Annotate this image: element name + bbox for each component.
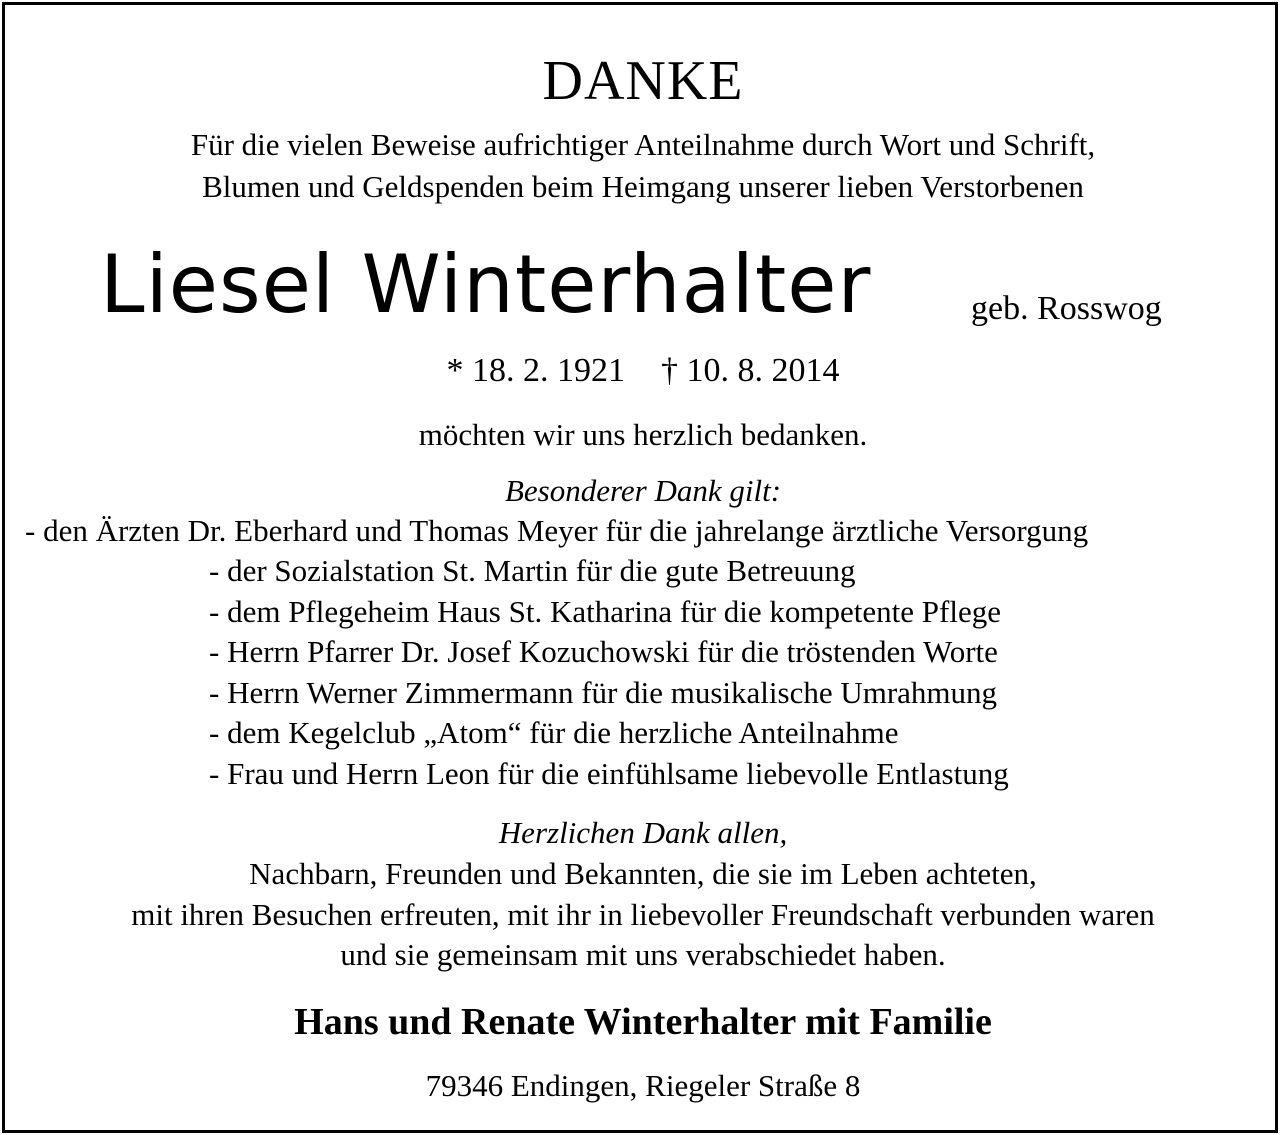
closing-line: mit ihren Besuchen erfreuten, mit ihr in liebevoller Freundschaft verbunden waren	[131, 897, 1155, 932]
life-dates	[5, 354, 1280, 388]
special-thanks-item: - Frau und Herrn Leon für die einfühlsame liebevolle Entlastung	[209, 755, 1009, 791]
family-address: 79346 Endingen, Riegeler Straße 8	[425, 1068, 861, 1103]
notice-frame	[2, 2, 1278, 1133]
intro-line: Für die vielen Beweise aufrichtiger Anteilnahme durch Wort und Schrift,	[190, 127, 1096, 162]
closing-line: und sie gemeinsam mit uns verabschiedet haben.	[340, 937, 946, 972]
notice-title: DANKE	[542, 50, 744, 112]
family-signature: Hans und Renate Winterhalter mit Familie	[294, 1001, 992, 1043]
special-thanks-item: - dem Kegelclub „Atom“ für die herzliche Anteilnahme	[209, 715, 899, 750]
special-thanks-heading: Besonderer Dank gilt:	[504, 473, 782, 508]
intro-line: Blumen und Geldspenden beim Heimgang unserer lieben Verstorbenen	[202, 169, 1084, 204]
death-date: † 10. 8. 2014	[661, 352, 840, 389]
birth-date: * 18. 2. 1921	[446, 352, 625, 389]
deceased-name: Liesel Winterhalter	[100, 238, 872, 331]
special-thanks-item: - dem Pflegeheim Haus St. Katharina für die kompetente Pflege	[209, 593, 1001, 629]
thanks-line: möchten wir uns herzlich bedanken.	[418, 417, 868, 452]
special-thanks-item: - Herrn Pfarrer Dr. Josef Kozuchowski für die tröstenden Worte	[209, 634, 998, 669]
birth-name: geb. Rosswog	[971, 290, 1162, 327]
special-thanks-item: - den Ärzten Dr. Eberhard und Thomas Meyer für die jahrelange ärztliche Versorgung	[25, 513, 1089, 548]
closing-line: Nachbarn, Freunden und Bekannten, die sie im Leben achteten,	[249, 856, 1037, 891]
special-thanks-item: - der Sozialstation St. Martin für die gute Betreuung	[209, 553, 856, 588]
special-thanks-item: - Herrn Werner Zimmermann für die musikalische Umrahmung	[209, 674, 998, 710]
special-thanks-list	[209, 555, 1009, 798]
closing-heading: Herzlichen Dank allen,	[498, 815, 788, 850]
deceased-name-row	[100, 238, 872, 331]
